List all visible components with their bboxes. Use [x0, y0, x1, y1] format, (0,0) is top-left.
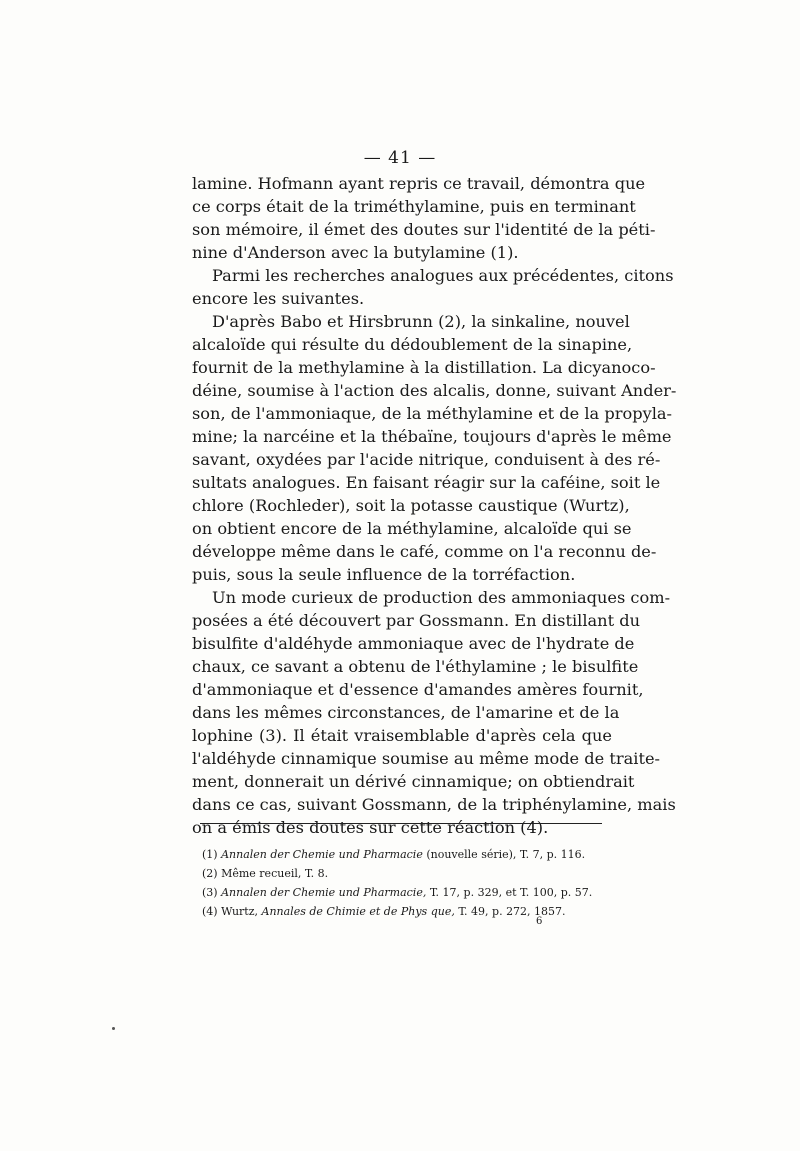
text-line: ce corps était de la triméthylamine, puis en terminant: [192, 197, 636, 216]
text-line: dans ce cas, suivant Gossmann, de la triphénylamine, mais: [192, 795, 676, 814]
text-line: on a émis des doutes sur cette réaction (4).: [192, 818, 549, 837]
text-line: lamine. Hofmann ayant repris ce travail, démontra que: [192, 174, 646, 193]
text-line: alcaloïde qui résulte du dédoublement de la sinapine,: [192, 335, 633, 354]
text-line: d'ammoniaque et d'essence d'amandes amères fournit,: [192, 680, 644, 699]
text-line: chlore (Rochleder), soit la potasse caustique (Wurtz),: [192, 496, 630, 515]
footnote: [202, 864, 602, 883]
text-line: lophine (3). Il était vraisemblable d'après cela que: [192, 726, 612, 745]
footnote-journal: Annalen der Chemie und Pharmacie,: [221, 886, 427, 899]
footnote-divider: [200, 823, 602, 824]
footnote-journal: Annales de Chimie et de Phys que,: [261, 905, 455, 918]
text-line: Un mode curieux de production des ammoniaques com-: [212, 588, 671, 607]
footnote-number: (2): [202, 867, 218, 880]
footnote-ref: T. 17, p. 329, et T. 100, p. 57.: [426, 886, 593, 899]
text-line: l'aldéhyde cinnamique soumise au même mode de traite-: [192, 749, 660, 768]
footnote-number: (3): [202, 886, 218, 899]
text-line: dans les mêmes circonstances, de l'amarine et de la: [192, 703, 620, 722]
text-line: développe même dans le café, comme on l'a reconnu de-: [192, 542, 657, 561]
footnote: [202, 845, 602, 864]
text-line: posées a été découvert par Gossmann. En distillant du: [192, 611, 641, 630]
text-line: bisulfite d'aldéhyde ammoniaque avec de l'hydrate de: [192, 634, 635, 653]
text-line: on obtient encore de la méthylamine, alcaloïde qui se: [192, 519, 632, 538]
text-line: son, de l'ammoniaque, de la méthylamine et de la propyla-: [192, 404, 673, 423]
text-line: D'après Babo et Hirsbrunn (2), la sinkaline, nouvel: [212, 312, 630, 331]
text-line: encore les suivantes.: [192, 289, 365, 308]
text-line: déine, soumise à l'action des alcalis, donne, suivant Ander-: [192, 381, 677, 400]
footnote-journal: Annalen der Chemie und Pharmacie: [221, 848, 423, 861]
text-line: sultats analogues. En faisant réagir sur la caféine, soit le: [192, 473, 661, 492]
page-number: — 41 —: [363, 148, 437, 168]
footnote-ref: (nouvelle série), T. 7, p. 116.: [422, 848, 586, 861]
footnote-number: (1): [202, 848, 218, 861]
text-line: fournit de la methylamine à la distillation. La dicyanoco-: [192, 358, 656, 377]
footnote-ref: Même recueil, T. 8.: [217, 867, 329, 880]
paper-speck: [112, 1027, 115, 1030]
text-line: mine; la narcéine et la thébaïne, toujours d'après le même: [192, 427, 672, 446]
footnote-number: (4): [202, 905, 218, 918]
footnote: [202, 883, 602, 902]
body-text: [192, 172, 677, 839]
text-line: nine d'Anderson avec la butylamine (1).: [192, 243, 519, 262]
signature-mark: 6: [536, 916, 543, 927]
footnote-ref: T. 49, p. 272, 1857.: [454, 905, 566, 918]
text-line: Parmi les recherches analogues aux précédentes, citons: [212, 266, 674, 285]
text-line: savant, oxydées par l'acide nitrique, conduisent à des ré-: [192, 450, 661, 469]
text-line: puis, sous la seule influence de la torréfaction.: [192, 565, 576, 584]
footnotes: [202, 845, 602, 921]
text-line: ment, donnerait un dérivé cinnamique; on obtiendrait: [192, 772, 635, 791]
text-line: son mémoire, il émet des doutes sur l'identité de la péti-: [192, 220, 656, 239]
footnote-author: Wurtz,: [217, 905, 262, 918]
text-line: chaux, ce savant a obtenu de l'éthylamine ; le bisulfite: [192, 657, 639, 676]
